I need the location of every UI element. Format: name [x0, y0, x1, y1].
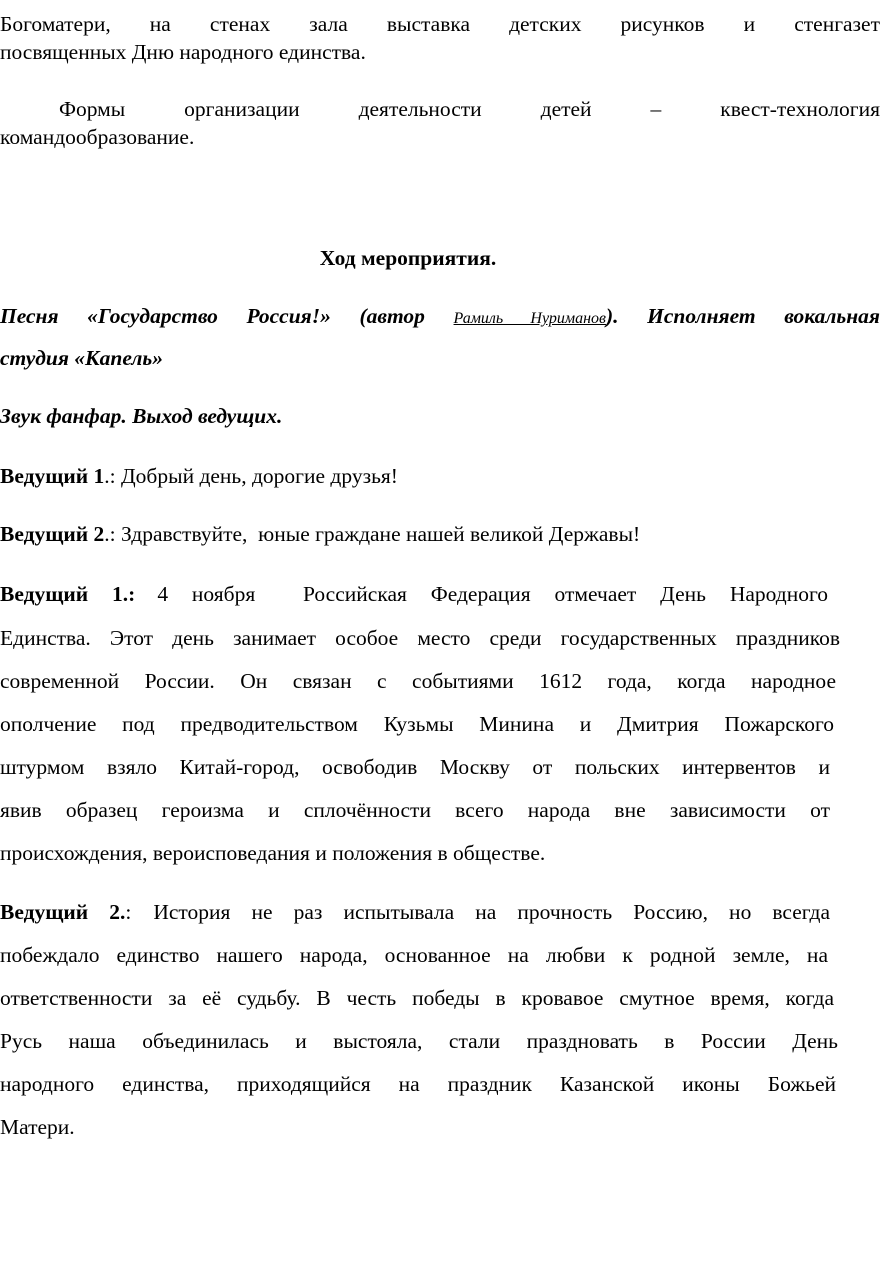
speech-1 — [0, 462, 880, 490]
speech-4-line-5: народного единства, приходящийся на праздник Казанской иконы Божьей — [0, 1072, 836, 1096]
song-line-2: студия «Капель» — [0, 346, 163, 370]
speech-separator: .: — [104, 464, 122, 488]
speech-4-line-4: Русь наша объединилась и выстояла, стали праздновать в России День — [0, 1029, 838, 1053]
speech-4-line-3: ответственности за её судьбу. В честь победы в кровавое смутное время, когда — [0, 986, 834, 1010]
speech-3-line-6: явив образец героизма и сплочённости всего народа вне зависимости от — [0, 798, 830, 822]
speech-text: 4 ноября Российская Федерация отмечает День Народного — [157, 582, 828, 606]
intro-line-1: Богоматери, на стенах зала выставка детских рисунков и стенгазет — [0, 12, 880, 36]
speech-3-line-3: современной России. Он связан с событиями 1612 года, когда народное — [0, 669, 836, 693]
speaker-label: Ведущий 1.: — [0, 582, 136, 606]
speech-3-line-4: ополчение под предводительством Кузьмы Минина и Дмитрия Пожарского — [0, 712, 834, 736]
speech-4-line-6: Матери. — [0, 1115, 75, 1139]
speech-separator: .: — [104, 522, 122, 546]
speaker-label: Ведущий 2 — [0, 522, 105, 546]
speech-4-line-2: побеждало единство нашего народа, основанное на любви к родной земле, на — [0, 943, 828, 967]
forms-line-2: командообразование. — [0, 125, 195, 149]
speech-3-line-7: происхождения, вероисповедания и положения в обществе. — [0, 841, 546, 865]
speech-3-line-2: Единства. Этот день занимает особое место среди государственных праздников — [0, 626, 840, 650]
song-prefix: Песня «Государство Россия!» (автор — [0, 304, 454, 328]
speech-3-line-5: штурмом взяло Китай-город, освободив Москву от польских интервентов и — [0, 755, 830, 779]
song-line-1 — [0, 302, 880, 333]
forms-line-1: Формы организации деятельности детей – квест-технология — [0, 97, 880, 121]
speech-text: История не раз испытывала на прочность Россию, но всегда — [153, 900, 830, 924]
intro-line-2: посвященных Дню народного единства. — [0, 40, 366, 64]
speech-text: Добрый день, дорогие друзья! — [121, 464, 398, 488]
song-suffix: ). Исполняет вокальная — [605, 304, 880, 328]
stage-direction: Звук фанфар. Выход ведущих. — [0, 404, 283, 428]
speaker-label: Ведущий 2. — [0, 900, 126, 924]
speech-separator: : — [125, 900, 132, 924]
speech-3-line-1 — [0, 580, 828, 608]
speech-text: Здравствуйте, юные граждане нашей великой Державы! — [121, 522, 641, 546]
speaker-label: Ведущий 1 — [0, 464, 105, 488]
song-author-link[interactable]: Рамиль Нуриманов — [453, 310, 606, 327]
section-title: Ход мероприятия. — [319, 246, 497, 270]
speech-4-line-1 — [0, 898, 830, 926]
speech-2 — [0, 520, 880, 548]
